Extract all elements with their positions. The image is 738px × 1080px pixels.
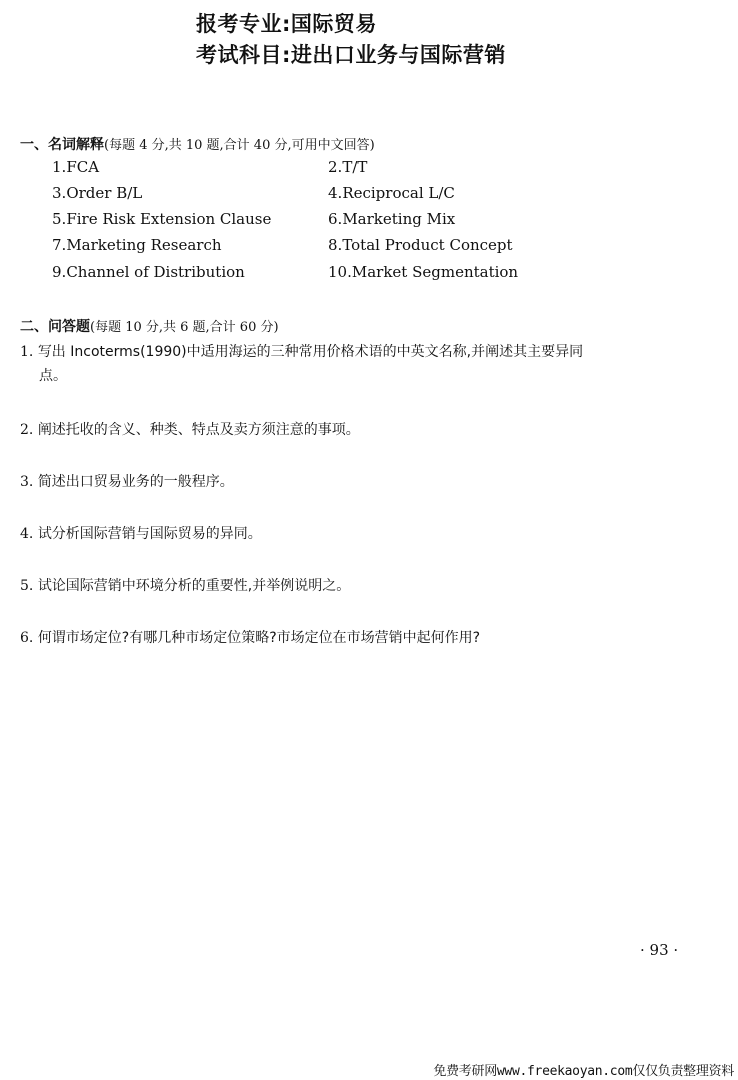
- section-1-title: 一、名词解释: [20, 137, 104, 153]
- footer-watermark: 免费考研网www.freekaoyan.com仅仅负责整理资料: [433, 1064, 734, 1079]
- section-2-heading: [20, 316, 279, 336]
- term-item: 7.Marketing Research: [52, 236, 222, 254]
- term-item: 5.Fire Risk Extension Clause: [52, 210, 272, 228]
- section-1-heading: [20, 134, 375, 154]
- section-2-title: 二、问答题: [20, 319, 90, 335]
- question-item: [20, 522, 720, 546]
- page-number: · 93 ·: [640, 941, 679, 959]
- term-item: 9.Channel of Distribution: [52, 263, 245, 281]
- question-number: 2.: [20, 422, 34, 438]
- section-1-note: (每题 4 分,共 10 题,合计 40 分,可用中文回答): [104, 138, 375, 153]
- question-text: 试分析国际营销与国际贸易的异同。: [37, 526, 262, 542]
- question-text: 何谓市场定位?有哪几种市场定位策略?市场定位在市场营销中起何作用?: [37, 630, 481, 646]
- question-text: 阐述托收的含义、种类、特点及卖方须注意的事项。: [37, 422, 360, 438]
- exam-major-heading: 报考专业:国际贸易: [196, 12, 377, 36]
- question-item: [20, 470, 720, 494]
- term-item: 2.T/T: [328, 158, 368, 176]
- term-item: 1.FCA: [52, 158, 100, 176]
- question-number: 4.: [20, 526, 34, 542]
- question-item: [20, 574, 720, 598]
- question-text: 简述出口贸易业务的一般程序。: [37, 474, 234, 490]
- section-2-note: (每题 10 分,共 6 题,合计 60 分): [90, 320, 279, 335]
- question-number: 5.: [20, 578, 34, 594]
- question-text-continued: 点。: [39, 368, 67, 384]
- term-item: 6.Marketing Mix: [328, 210, 456, 228]
- question-number: 3.: [20, 474, 34, 490]
- term-item: 8.Total Product Concept: [328, 236, 513, 254]
- question-text: 写出 Incoterms(1990)中适用海运的三种常用价格术语的中英文名称,并阐述其主要异同: [37, 344, 584, 360]
- term-item: 10.Market Segmentation: [328, 263, 519, 281]
- exam-subject-heading: 考试科目:进出口业务与国际营销: [196, 43, 506, 67]
- term-item: 3.Order B/L: [52, 184, 143, 202]
- question-item: [20, 418, 720, 442]
- term-item: 4.Reciprocal L/C: [328, 184, 455, 202]
- question-item: [20, 340, 720, 388]
- question-number: 1.: [20, 344, 34, 360]
- question-item: [20, 626, 720, 650]
- question-number: 6.: [20, 630, 34, 646]
- question-text: 试论国际营销中环境分析的重要性,并举例说明之。: [37, 578, 351, 594]
